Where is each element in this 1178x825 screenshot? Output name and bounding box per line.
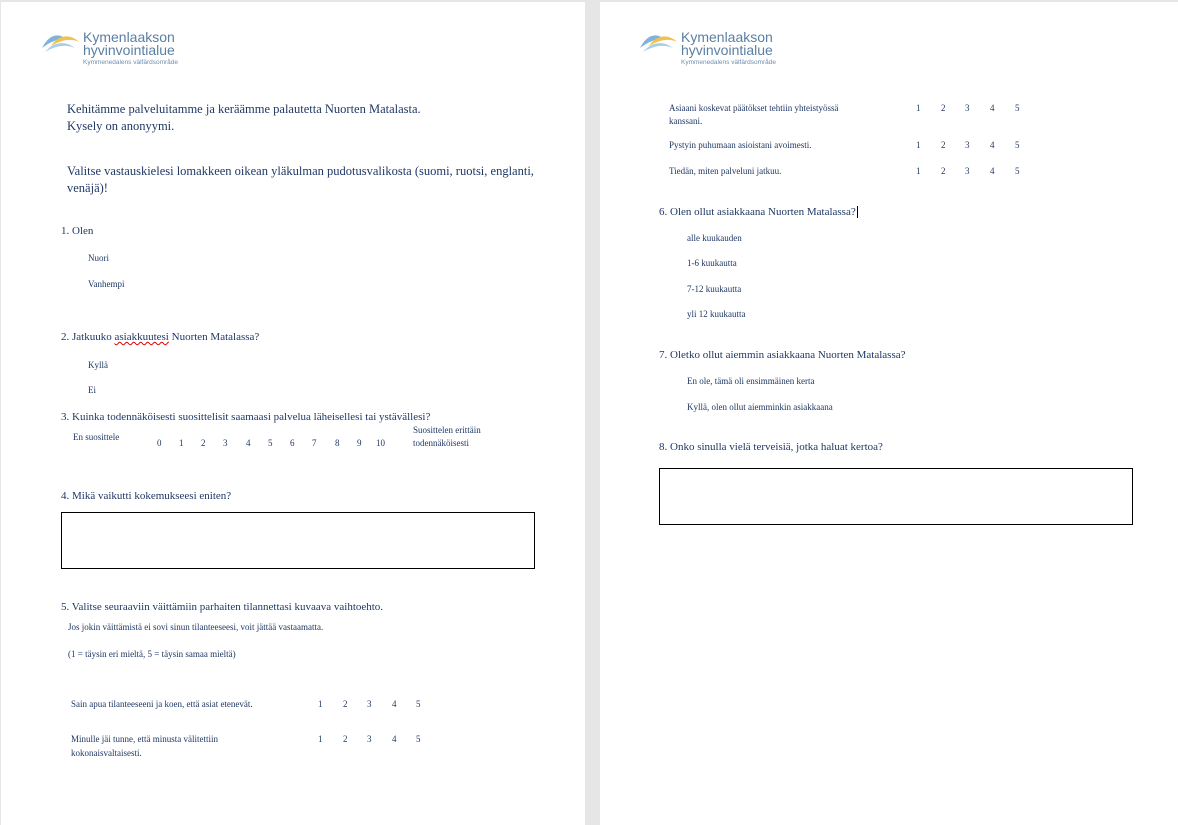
statement-3-line2: kanssani. bbox=[669, 116, 703, 126]
statement-2-scale-5[interactable]: 5 bbox=[416, 734, 421, 744]
question-7-option-1[interactable]: En ole, tämä oli ensimmäinen kerta bbox=[687, 376, 815, 386]
statement-2-line2: kokonaisvaltaisesti. bbox=[71, 748, 142, 758]
nps-4[interactable]: 4 bbox=[246, 438, 251, 448]
statement-4-scale-1[interactable]: 1 bbox=[916, 140, 921, 150]
question-3-title: 3. Kuinka todennäköisesti suosittelisit saamaasi palvelua läheisellesi tai ystävällesi? bbox=[61, 411, 431, 423]
statement-5-scale-4[interactable]: 4 bbox=[990, 166, 995, 176]
statement-1-scale-3[interactable]: 3 bbox=[367, 699, 372, 709]
logo-name-swedish: Kymmenedalens välfärdsområde bbox=[83, 59, 179, 66]
statement-3-scale-5[interactable]: 5 bbox=[1015, 103, 1020, 113]
statement-1-scale-1[interactable]: 1 bbox=[318, 699, 323, 709]
question-4-answer-box[interactable] bbox=[61, 512, 535, 569]
question-5-legend: (1 = täysin eri mieltä, 5 = täysin samaa mieltä) bbox=[68, 649, 236, 659]
question-8-answer-box[interactable] bbox=[659, 468, 1133, 525]
question-2-title-prefix: 2. Jatkuuko bbox=[61, 331, 115, 343]
nps-6[interactable]: 6 bbox=[290, 438, 295, 448]
statement-5-scale-3[interactable]: 3 bbox=[965, 166, 970, 176]
question-1-title: 1. Olen bbox=[61, 225, 94, 237]
logo-name-line2: hyvinvointialue bbox=[83, 42, 175, 58]
question-7-title: 7. Oletko ollut aiemmin asiakkaana Nuorten Matalassa? bbox=[659, 349, 906, 361]
statement-5-line1: Tiedän, miten palveluni jatkuu. bbox=[669, 166, 782, 176]
organization-logo bbox=[41, 26, 211, 70]
text-cursor bbox=[857, 206, 858, 218]
question-5-title: 5. Valitse seuraaviin väittämiin parhaiten tilannettasi kuvaava vaihtoehto. bbox=[61, 601, 384, 613]
language-instruction-line-1: Valitse vastauskielesi lomakkeen oikean yläkulman pudotusvalikosta (suomi, ruotsi, englanti, bbox=[67, 164, 534, 178]
nps-5[interactable]: 5 bbox=[268, 438, 273, 448]
logo-name-swedish: Kymmenedalens välfärdsområde bbox=[681, 59, 777, 66]
question-4-title: 4. Mikä vaikutti kokemukseesi eniten? bbox=[61, 490, 232, 502]
statement-2-scale-4[interactable]: 4 bbox=[392, 734, 397, 744]
statement-3-scale-1[interactable]: 1 bbox=[916, 103, 921, 113]
question-6-option-2[interactable]: 1-6 kuukautta bbox=[687, 258, 737, 268]
question-2-option-kylla[interactable]: Kyllä bbox=[88, 360, 108, 370]
logo-name-line1: Kymenlaakson bbox=[83, 29, 175, 45]
wave-logo-icon bbox=[639, 28, 679, 54]
question-8-title: 8. Onko sinulla vielä terveisiä, jotka haluat kertoa? bbox=[659, 441, 883, 453]
spelling-flagged-word: asiakkuutesi bbox=[114, 331, 169, 343]
question-6-title bbox=[659, 206, 858, 218]
nps-9[interactable]: 9 bbox=[357, 438, 362, 448]
statement-1-scale-2[interactable]: 2 bbox=[343, 699, 348, 709]
statement-3-scale-3[interactable]: 3 bbox=[965, 103, 970, 113]
statement-4-scale-5[interactable]: 5 bbox=[1015, 140, 1020, 150]
statement-4-scale-2[interactable]: 2 bbox=[941, 140, 946, 150]
statement-5-scale-2[interactable]: 2 bbox=[941, 166, 946, 176]
question-2-title-suffix: Nuorten Matalassa? bbox=[168, 331, 260, 343]
statement-4-line1: Pystyin puhumaan asioistani avoimesti. bbox=[669, 140, 812, 150]
statement-1-scale-4[interactable]: 4 bbox=[392, 699, 397, 709]
statement-2-scale-1[interactable]: 1 bbox=[318, 734, 323, 744]
question-6-option-1[interactable]: alle kuukauden bbox=[687, 233, 742, 243]
statement-5-scale-5[interactable]: 5 bbox=[1015, 166, 1020, 176]
nps-high-label-line2: todennäköisesti bbox=[413, 438, 469, 448]
question-6-option-3[interactable]: 7-12 kuukautta bbox=[687, 284, 742, 294]
statement-4-scale-3[interactable]: 3 bbox=[965, 140, 970, 150]
nps-low-label: En suosittele bbox=[73, 432, 120, 442]
question-6-option-4[interactable]: yli 12 kuukautta bbox=[687, 309, 746, 319]
nps-high-label-line1: Suosittelen erittäin bbox=[413, 425, 481, 435]
statement-4-scale-4[interactable]: 4 bbox=[990, 140, 995, 150]
statement-3-line1: Asiaani koskevat päätökset tehtiin yhteistyössä bbox=[669, 103, 839, 113]
question-5-note: Jos jokin väittämistä ei sovi sinun tilanteeseesi, voit jättää vastaamatta. bbox=[68, 622, 324, 632]
statement-2-scale-2[interactable]: 2 bbox=[343, 734, 348, 744]
nps-7[interactable]: 7 bbox=[312, 438, 317, 448]
logo-name-line1: Kymenlaakson bbox=[681, 29, 773, 45]
statement-1-line1: Sain apua tilanteeseeni ja koen, että asiat etenevät. bbox=[71, 699, 253, 709]
logo-name-line2: hyvinvointialue bbox=[681, 42, 773, 58]
question-6-title-text: 6. Olen ollut asiakkaana Nuorten Matalassa? bbox=[659, 206, 856, 218]
document-page-2 bbox=[600, 2, 1178, 825]
nps-0[interactable]: 0 bbox=[157, 438, 162, 448]
question-7-option-2[interactable]: Kyllä, olen ollut aiemminkin asiakkaana bbox=[687, 402, 833, 412]
question-1-option-nuori[interactable]: Nuori bbox=[88, 253, 109, 263]
question-1-option-vanhempi[interactable]: Vanhempi bbox=[88, 279, 125, 289]
nps-10[interactable]: 10 bbox=[376, 438, 385, 448]
document-page-1 bbox=[1, 2, 585, 825]
wave-logo-icon bbox=[41, 28, 81, 54]
nps-2[interactable]: 2 bbox=[201, 438, 206, 448]
statement-3-scale-4[interactable]: 4 bbox=[990, 103, 995, 113]
statement-3-scale-2[interactable]: 2 bbox=[941, 103, 946, 113]
nps-8[interactable]: 8 bbox=[335, 438, 340, 448]
question-2-title bbox=[61, 331, 259, 343]
question-2-option-ei[interactable]: Ei bbox=[88, 385, 96, 395]
statement-2-line1: Minulle jäi tunne, että minusta välitettiin bbox=[71, 734, 218, 744]
statement-5-scale-1[interactable]: 1 bbox=[916, 166, 921, 176]
statement-2-scale-3[interactable]: 3 bbox=[367, 734, 372, 744]
organization-logo bbox=[639, 26, 809, 70]
nps-1[interactable]: 1 bbox=[179, 438, 184, 448]
language-instruction-line-2: venäjä)! bbox=[67, 181, 108, 195]
intro-line-1: Kehitämme palveluitamme ja keräämme palautetta Nuorten Matalasta. bbox=[67, 102, 421, 116]
statement-1-scale-5[interactable]: 5 bbox=[416, 699, 421, 709]
intro-line-2: Kysely on anonyymi. bbox=[67, 119, 175, 133]
nps-3[interactable]: 3 bbox=[223, 438, 228, 448]
